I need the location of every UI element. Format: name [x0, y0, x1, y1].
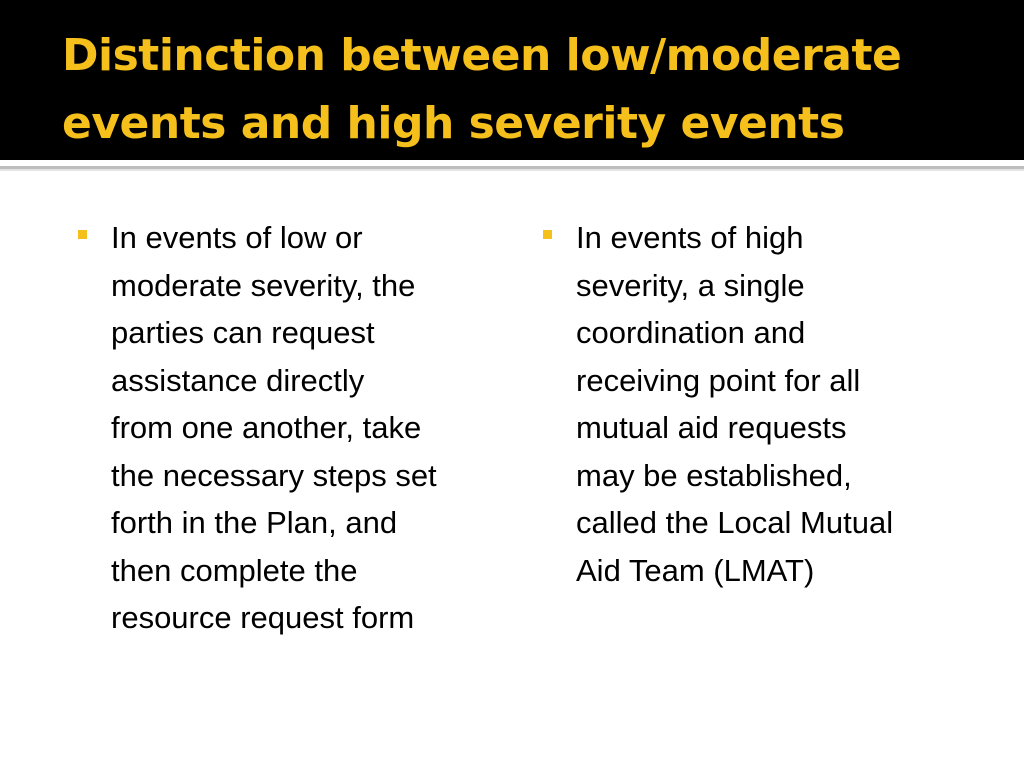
slide-title: Distinction between low/moderate events and high severity events — [62, 30, 902, 149]
square-bullet-icon — [78, 230, 87, 239]
title-bar — [0, 0, 1024, 160]
left-column — [78, 214, 518, 642]
title-divider-shadow — [0, 169, 1024, 171]
right-column — [543, 214, 983, 594]
bullet-text-low-moderate: In events of low or moderate severity, the parties can request assistance directly from one another, take the necessary steps set forth in the Plan, and then complete the resource request form — [111, 220, 437, 635]
bullet-text-high-severity: In events of high severity, a single coordination and receiving point for all mutual aid requests may be established, called the Local Mutual Aid Team (LMAT) — [576, 220, 894, 588]
square-bullet-icon — [543, 230, 552, 239]
bullet-item-high-severity — [543, 214, 983, 594]
bullet-item-low-moderate — [78, 214, 518, 642]
